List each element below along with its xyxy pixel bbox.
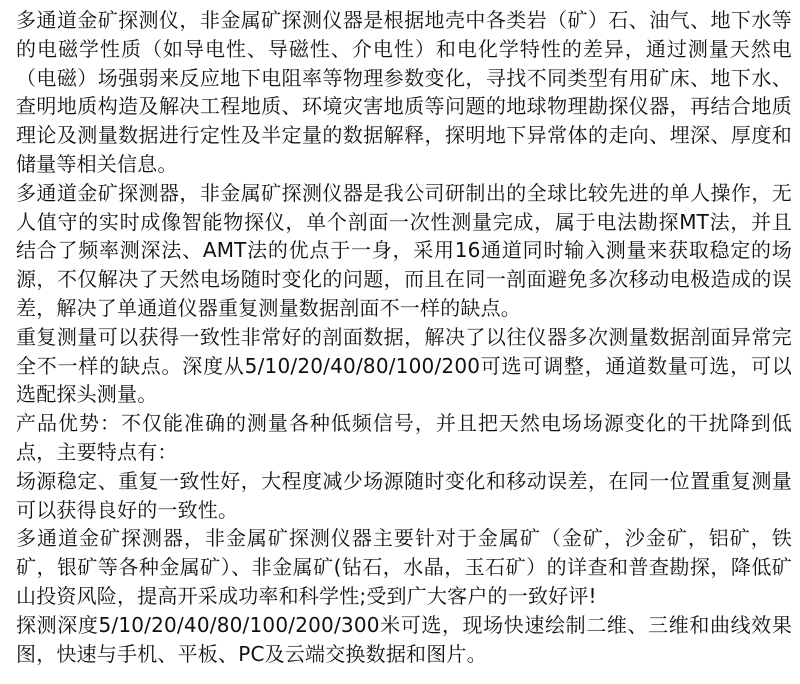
paragraph-stability: 场源稳定、重复一致性好，大程度减少场源随时变化和移动误差，在同一位置重复测量可以获得良好的一致性。 (16, 468, 792, 522)
paragraph-intro: 多通道金矿探测仪，非金属矿探测仪器是根据地壳中各类岩（矿）石、油气、地下水等的电磁学性质（如导电性、导磁性、介电性）和电化学特性的差异，通过测量天然电（电磁）场强弱来反应地下电阻率等物理参数变化，寻找不同类型有用矿床、地下水、查明地质构造及解决工程地质、环境灾害地质等问题的地球物理勘探仪器，再结合地质理论及测量数据进行定性及半定量的数据解释，探明地下异常体的走向、埋深、厚度和储量等相关信息。 (16, 8, 792, 176)
paragraph-depth-options: 探测深度5/10/20/40/80/100/200/300米可选，现场快速绘制二维、三维和曲线效果图，快速与手机、平板、PC及云端交换数据和图片。 (16, 612, 792, 666)
paragraph-advantages: 产品优势：不仅能准确的测量各种低频信号，并且把天然电场场源变化的干扰降到低点，主要特点有： (16, 411, 792, 464)
paragraph-applications: 多通道金矿探测器，非金属矿探测仪器主要针对于金属矿（金矿，沙金矿，铝矿，铁矿，银矿等各种金属矿）、非金属矿(钻石，水晶，玉石矿）的详查和普查勘探，降低矿山投资风险，提高开采成功率和科学性;受到广大客户的一致好评! (16, 526, 792, 608)
paragraph-repeatability: 重复测量可以获得一致性非常好的剖面数据，解决了以往仪器多次测量数据剖面异常完全不一样的缺点。深度从5/10/20/40/80/100/200可选可调整，通道数量可选，可以选配探头测量。 (16, 324, 792, 407)
paragraph-detector-overview: 多通道金矿探测器，非金属矿探测仪器是我公司研制出的全球比较先进的单人操作，无人值守的实时成像智能物探仪，单个剖面一次性测量完成，属于电法勘探MT法，并且结合了频率测深法、AMT法的优点于一身，采用16通道同时输入测量来获取稳定的场源，不仅解决了天然电场随时变化的问题，而且在同一剖面避免多次移动电极造成的误差，解决了单通道仪器重复测量数据剖面不一样的缺点。 (16, 180, 792, 320)
